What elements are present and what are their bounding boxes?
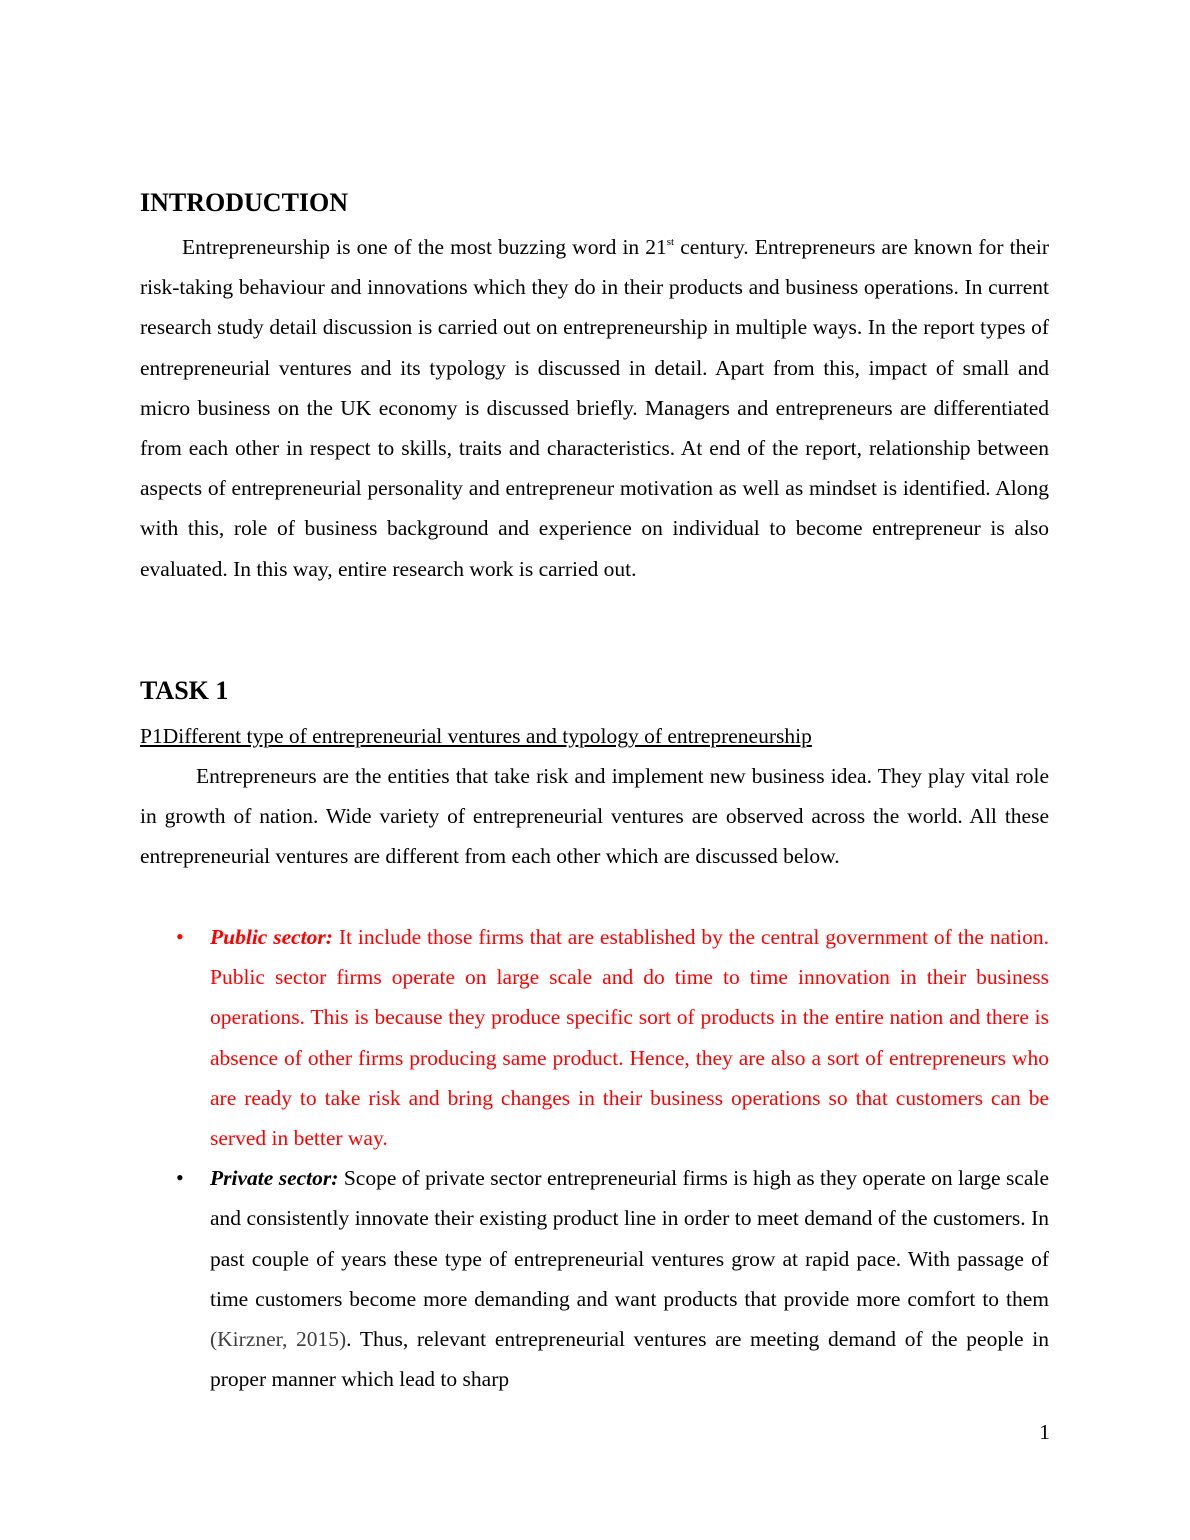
task1-heading: TASK 1 xyxy=(140,676,229,705)
task1-paragraph-text: Entrepreneurs are the entities that take risk and implement new business idea. They play vital role in growth of nation. Wide variety of entrepreneurial ventures are observed across the world. All these entrepreneurial ventures are different from each other which are discussed below. xyxy=(140,764,1049,869)
public-sector-description: It include those firms that are established by the central government of the nation. Public sector firms operate on large scale and do time to time innovation in their business operations. This is because they produce specific sort of products in the entire nation and there is absence of other firms producing same product. Hence, they are also a sort of entrepreneurs who are ready to take risk and bring changes in their business operations so that customers can be served in better way. xyxy=(210,925,1049,1151)
private-sector-description: Scope of private sector entrepreneurial firms is high as they operate on large scale and consistently innovate their existing product line in order to meet demand of the customers. In past couple of years these type of entrepreneurial ventures grow at rapid pace. With passage of time customers become more demanding and want products that provide more comfort to them xyxy=(210,1166,1049,1311)
term-private-sector: Private sector: xyxy=(210,1166,339,1191)
list-item-public-sector xyxy=(140,917,1049,1158)
task1-subheading: P1Different type of entrepreneurial ventures and typology of entrepreneurship xyxy=(140,724,812,748)
term-public-sector: Public sector: xyxy=(210,925,333,949)
task1-paragraph xyxy=(140,756,1049,877)
introduction-text-start: Entrepreneurship is one of the most buzzing word in 21 xyxy=(182,235,667,259)
bullet-icon: • xyxy=(176,1165,184,1191)
list-item-private-sector xyxy=(140,1158,1049,1399)
bullet-icon: • xyxy=(176,924,184,949)
introduction-text-rest: century. Entrepreneurs are known for their risk-taking behaviour and innovations which they do in their products and business operations. In current research study detail discussion is carried out on entrepreneurship in multiple ways. In the report types of entrepreneurial ventures and its typology is discussed in detail. Apart from this, impact of small and micro business on the UK economy is discussed briefly. Managers and entrepreneurs are differentiated from each other in respect to skills, traits and characteristics. At end of the report, relationship between aspects of entrepreneurial personality and entrepreneur motivation as well as mindset is identified. Along with this, role of business background and experience on individual to become entrepreneur is also evaluated. In this way, entire research work is carried out. xyxy=(140,235,1049,581)
venture-type-list xyxy=(140,917,1049,1399)
introduction-heading: INTRODUCTION xyxy=(140,188,349,217)
citation: (Kirzner, 2015) xyxy=(210,1327,347,1352)
private-sector-description-end: . Thus, relevant entrepreneurial ventures are meeting demand of the people in proper manner which lead to sharp xyxy=(210,1327,1049,1392)
superscript-st: st xyxy=(666,236,675,248)
page-number: 1 xyxy=(1039,1420,1050,1444)
introduction-paragraph xyxy=(140,227,1049,589)
